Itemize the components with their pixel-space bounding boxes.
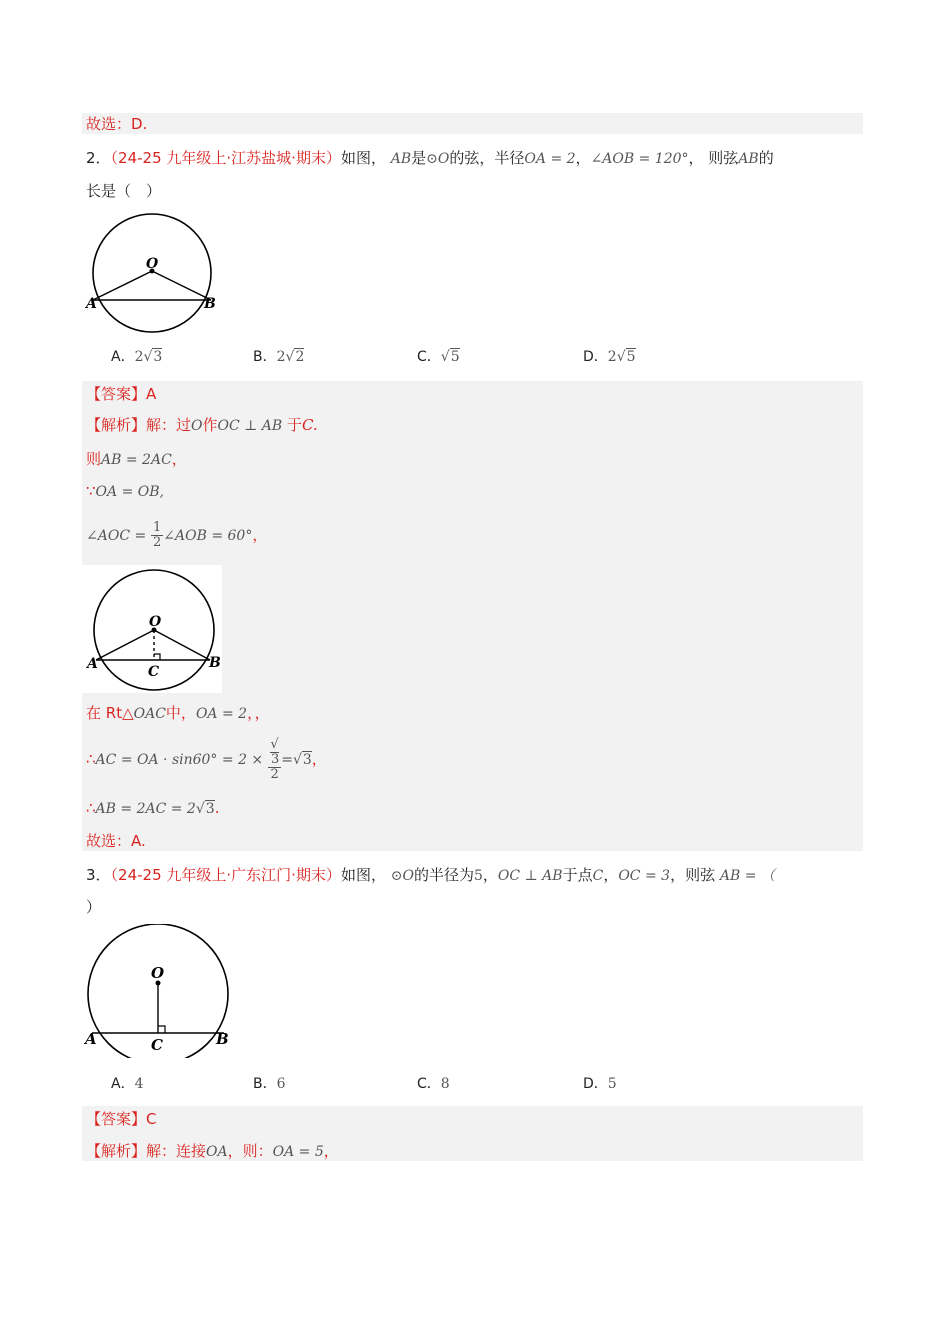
- q3-stem-text: 如图，: [340, 866, 386, 884]
- q2-sqrt3-den: 2: [270, 766, 279, 782]
- q2-analysis-c: C.: [301, 416, 318, 434]
- q2-analysis-label-b: B: [209, 655, 221, 671]
- q3-option-a-letter: A．: [111, 1076, 135, 1092]
- q2-option-a-radicand: 3: [153, 349, 163, 365]
- q2-analysis-label-o: O: [149, 614, 162, 630]
- q2-option-d-radical: √5: [616, 349, 636, 365]
- q2-option-d-letter: D．: [583, 349, 608, 365]
- q2-option-a[interactable]: [111, 346, 162, 368]
- q2-period: .: [214, 799, 220, 817]
- q3-option-c-letter: C．: [417, 1076, 441, 1092]
- q3-option-c-value: 8: [440, 1076, 450, 1092]
- q3-comma-2: ，: [603, 866, 619, 884]
- q2-then-label: 则: [86, 450, 102, 468]
- q2-aoc: ∠AOC =: [86, 528, 147, 544]
- q2-sqrt3-result-radicand: 3: [302, 752, 312, 768]
- q2-oac: OAC: [133, 706, 166, 722]
- q3-number: 3．: [86, 866, 111, 884]
- q2-option-c-letter: C．: [417, 349, 441, 365]
- q2-half-den: 2: [153, 535, 162, 550]
- q2-analysis-1b: 作: [202, 416, 218, 434]
- q2-option-b[interactable]: [253, 346, 304, 368]
- q3-oc-perp: OC ⊥ AB: [497, 868, 563, 884]
- q2-of: 的: [758, 149, 774, 167]
- q3-option-a-value: 4: [134, 1076, 144, 1092]
- q2-oa-eq: OA = 2: [524, 151, 576, 167]
- q3-figure: [84, 924, 234, 1058]
- q2-ab-eq-final: AB = 2AC = 2: [95, 801, 196, 817]
- q2-option-c[interactable]: [417, 346, 460, 368]
- q2-therefore-1: ∴: [86, 750, 96, 768]
- q2-answer: 【答案】A: [86, 385, 157, 403]
- q3-option-b-letter: B．: [253, 1076, 277, 1092]
- q2-option-c-radical: √5: [440, 349, 460, 365]
- q2-half-fraction: [151, 521, 163, 550]
- q2-ab-2: AB: [738, 151, 759, 167]
- q2-source: （24-25 九年级上·江苏盐城·期末）: [110, 149, 341, 167]
- q2-option-a-coef: 2: [134, 349, 144, 365]
- q2-stem-line2: 长是（ ）: [86, 182, 162, 200]
- q2-final-radical: √3: [195, 801, 215, 817]
- q3-ab-eq: AB = （: [719, 868, 775, 884]
- q2-final: 故选：A.: [86, 832, 146, 850]
- q3-end: ，: [323, 1142, 339, 1160]
- q3-analysis-1: 解：连接: [146, 1142, 207, 1160]
- q3-label-b: B: [216, 1030, 229, 1048]
- q2-analysis-line3: [86, 480, 164, 503]
- q3-five: 5: [473, 868, 483, 884]
- q2-option-b-coef: 2: [276, 349, 286, 365]
- q2-radius-oa: [93, 271, 152, 300]
- q2-option-d-radicand: 5: [626, 349, 636, 365]
- q2-ab: AB: [390, 151, 412, 167]
- q2-comma: ，: [575, 149, 591, 167]
- q2-analysis-label-c: C: [148, 664, 160, 680]
- q2-stem-line1: [86, 147, 774, 170]
- q2-option-b-letter: B．: [253, 349, 277, 365]
- q3-then-chord: ，则弦: [670, 866, 716, 884]
- q2-final-radicand: 3: [205, 801, 215, 817]
- q3-option-b[interactable]: [253, 1073, 286, 1095]
- q2-analysis-line6: [86, 736, 327, 783]
- q2-aob-60: ∠AOB = 60°: [163, 528, 253, 544]
- q2-option-d[interactable]: [583, 346, 636, 368]
- q3-stem-line2: ）: [86, 898, 102, 916]
- q2-stem-text: 如图，: [340, 149, 386, 167]
- q3-label-a: A: [85, 1030, 97, 1048]
- q3-answer: 【答案】C: [86, 1110, 157, 1128]
- q3-analysis-line1: [86, 1140, 339, 1163]
- q2-analysis-figure: [86, 568, 222, 692]
- q2-oa-2: OA = 2: [195, 706, 248, 722]
- q2-option-a-letter: A．: [111, 349, 135, 365]
- q3-label-o: O: [151, 964, 165, 982]
- q2-sqrt3-num: √ 3: [268, 738, 281, 768]
- q3-analysis-label: 【解析】: [86, 1142, 147, 1160]
- q3-option-b-value: 6: [276, 1076, 286, 1092]
- q2-option-a-radical: √3: [143, 349, 163, 365]
- q2-therefore-2: ∴: [86, 799, 96, 817]
- q3-option-d-value: 5: [607, 1076, 617, 1092]
- q3-option-d[interactable]: [583, 1073, 617, 1095]
- q2-then: ， 则弦: [688, 149, 739, 167]
- q2-label-o: O: [146, 256, 159, 272]
- q2-analysis-line5: [86, 702, 270, 725]
- q2-comma-4: ，: [311, 750, 327, 768]
- q2-chord-text: 的弦，半径: [449, 149, 525, 167]
- q2-figure: [84, 212, 224, 334]
- q3-option-c[interactable]: [417, 1073, 450, 1095]
- q2-option-d-coef: 2: [607, 349, 617, 365]
- q2-sqrt3-over-2: [268, 738, 281, 782]
- q2-analysis-o: O: [191, 418, 203, 434]
- q2-is: 是: [411, 149, 427, 167]
- q2-comma-3: ，: [252, 526, 268, 544]
- q1-tail-band: [82, 113, 863, 134]
- q2-label-a: A: [86, 296, 97, 312]
- q2-analysis-1c: 于: [286, 416, 302, 434]
- q2-ac-eq: AC = OA · sin60° = 2 ×: [95, 752, 264, 768]
- q3-radius-text: 的半径为: [413, 866, 474, 884]
- q2-circle-o: ⊙O: [426, 151, 450, 167]
- q3-oa: OA: [206, 1144, 228, 1160]
- q2-oa-eq-ob: OA = OB,: [95, 484, 164, 500]
- q2-analysis-line2: [86, 448, 187, 471]
- q3-oc-3: OC = 3: [618, 868, 671, 884]
- q3-option-d-letter: D．: [583, 1076, 608, 1092]
- q2-analysis-line7: [86, 797, 219, 820]
- q2-tail-commas: ，，: [247, 704, 270, 722]
- q2-angle: ∠AOB = 120°: [590, 151, 689, 167]
- q2-analysis-label: 【解析】: [86, 416, 147, 434]
- q3-comma-1: ，: [482, 866, 498, 884]
- q3-at-point: 于点: [562, 866, 593, 884]
- q2-number: 2．: [86, 149, 111, 167]
- q3-then: ，则：: [227, 1142, 273, 1160]
- q2-in-rt: 在 Rt△: [86, 704, 134, 722]
- q2-sqrt3-num-radicand: 3: [270, 751, 280, 767]
- q2-label-b: B: [204, 296, 216, 312]
- q2-analysis-label-a: A: [87, 656, 98, 672]
- q3-option-a[interactable]: [111, 1073, 144, 1095]
- q3-oa-5: OA = 5: [272, 1144, 324, 1160]
- q2-oc-perp-ab: OC ⊥ AB: [217, 418, 283, 434]
- q2-half-num: 1: [153, 520, 162, 535]
- q3-circle-o: ⊙O: [390, 868, 414, 884]
- q2-answer-band-2: [222, 565, 863, 693]
- q2-option-b-radicand: 2: [295, 349, 305, 365]
- q1-final-answer: 故选：D.: [86, 115, 148, 133]
- q2-sqrt3-result: √3: [292, 752, 312, 768]
- q2-comma-2: ，: [171, 450, 187, 468]
- q3-right-angle-mark: [158, 1026, 165, 1033]
- q2-analysis-line4: [86, 514, 267, 557]
- q2-option-c-radicand: 5: [450, 349, 460, 365]
- q2-analysis-1a: 解：过: [146, 416, 192, 434]
- q3-stem-line1: [86, 864, 775, 887]
- q2-analysis-line1: [86, 414, 318, 437]
- q3-label-c: C: [151, 1036, 163, 1054]
- q2-because: ∵: [86, 482, 96, 500]
- q2-eq-sign: =: [281, 752, 293, 768]
- q2-ab-eq-2ac: AB = 2AC: [101, 452, 172, 468]
- q3-source: （24-25 九年级上·广东江门·期末）: [110, 866, 341, 884]
- q3-c: C: [592, 868, 604, 884]
- q2-zhong: 中，: [165, 704, 196, 722]
- q2-radius-ob: [152, 271, 211, 300]
- q2-option-b-radical: √2: [285, 349, 305, 365]
